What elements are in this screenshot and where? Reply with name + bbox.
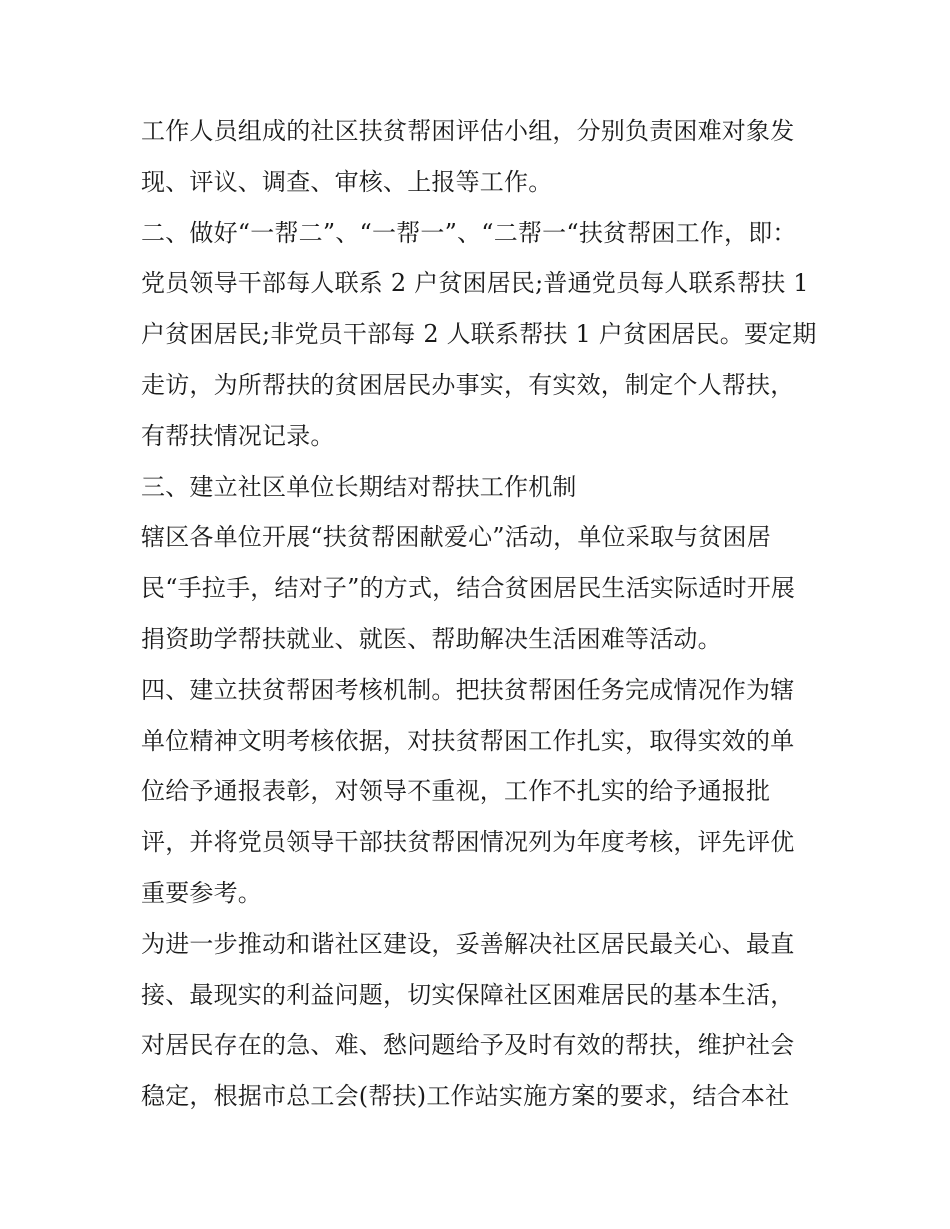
text-line: 对居民存在的急、难、愁问题给予及时有效的帮扶，维护社会 [141, 1031, 795, 1060]
text-line: 走访，为所帮扶的贫困居民办事实，有实效，制定个人帮扶， [141, 370, 795, 399]
text-line: 户贫困居民;非党员干部每 2 人联系帮扶 1 户贫困居民。要定期 [141, 320, 817, 349]
text-line: 单位精神文明考核依据，对扶贫帮困工作扎实，取得实效的单 [141, 726, 795, 755]
text-line: 民“手拉手，结对子”的方式，结合贫困居民生活实际适时开展 [141, 574, 796, 603]
text-line: 评，并将党员领导干部扶贫帮困情况列为年度考核，评先评优 [141, 828, 795, 857]
text-line: 位给予通报表彰，对领导不重视，工作不扎实的给予通报批 [141, 777, 771, 806]
text-line: 党员领导干部每人联系 2 户贫困居民;普通党员每人联系帮扶 1 [141, 269, 809, 298]
text-line: 捐资助学帮扶就业、就医、帮助解决生活困难等活动。 [141, 624, 722, 653]
text-line: 接、最现实的利益问题，切实保障社区困难居民的基本生活， [141, 980, 795, 1009]
text-line: 四、建立扶贫帮困考核机制。把扶贫帮困任务完成情况作为辖 [141, 675, 795, 704]
text-line: 重要参考。 [141, 878, 262, 907]
text-line: 二、做好“一帮二”、“一帮一”、“二帮一“扶贫帮困工作，即： [141, 218, 797, 247]
text-line: 稳定，根据市总工会(帮扶)工作站实施方案的要求，结合本社 [141, 1082, 790, 1111]
document-body [141, 106, 821, 1122]
text-line: 有帮扶情况记录。 [141, 421, 335, 450]
section-heading: 三、建立社区单位长期结对帮扶工作机制 [141, 472, 577, 501]
text-line: 工作人员组成的社区扶贫帮困评估小组，分别负责困难对象发 [141, 117, 795, 145]
text-line: 现、评议、调查、审核、上报等工作。 [141, 167, 553, 196]
text-line: 为进一步推动和谐社区建设，妥善解决社区居民最关心、最直 [141, 929, 795, 958]
text-line: 辖区各单位开展“扶贫帮困献爱心”活动，单位采取与贫困居 [141, 523, 771, 552]
